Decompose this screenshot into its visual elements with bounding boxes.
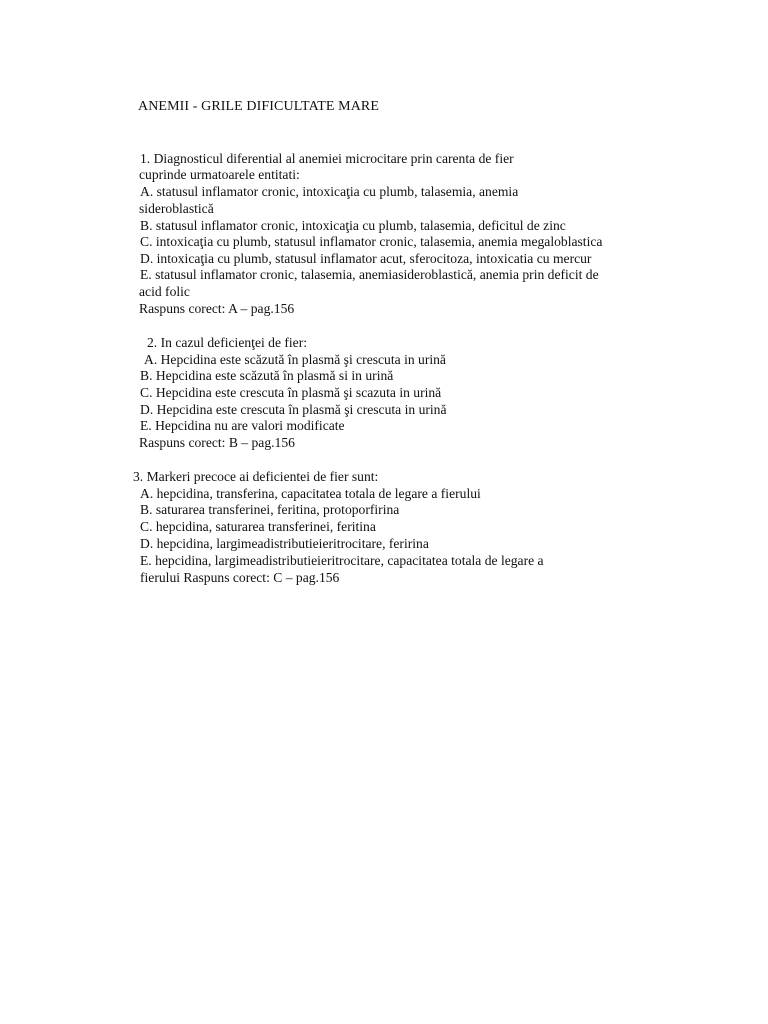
question-1-option-d: D. intoxicaţia cu plumb, statusul inflamator acut, sferocitoza, intoxicatia cu mercur: [140, 251, 592, 266]
question-1-option-c: C. intoxicaţia cu plumb, statusul inflamator cronic, talasemia, anemia megaloblastica: [140, 234, 603, 249]
question-3-answer: fierului Raspuns corect: C – pag.156: [140, 570, 340, 585]
question-2-option-e: E. Hepcidina nu are valori modificate: [140, 418, 345, 433]
question-1-stem-cont: cuprinde urmatoarele entitati:: [139, 167, 300, 182]
question-2-option-d: D. Hepcidina este crescuta în plasmă şi crescuta in urină: [140, 402, 447, 417]
question-1-option-a-cont: sideroblastică: [139, 201, 214, 216]
question-1-option-e: E. statusul inflamator cronic, talasemia, anemiasideroblastică, anemia prin deficit de: [140, 267, 599, 282]
question-3-option-d: D. hepcidina, largimeadistributieieritrocitare, feririna: [140, 536, 429, 551]
page-title: ANEMII - GRILE DIFICULTATE MARE: [138, 99, 379, 114]
question-2-option-a: A. Hepcidina este scăzută în plasmă şi crescuta in urină: [144, 352, 446, 367]
question-1-option-a: A. statusul inflamator cronic, intoxicaţia cu plumb, talasemia, anemia: [140, 184, 519, 199]
question-1-stem: 1. Diagnosticul diferential al anemiei microcitare prin carenta de fier: [140, 151, 514, 166]
question-3-option-a: A. hepcidina, transferina, capacitatea totala de legare a fierului: [140, 486, 481, 501]
question-3-stem: 3. Markeri precoce ai deficientei de fier sunt:: [133, 469, 379, 484]
question-1-answer: Raspuns corect: A – pag.156: [139, 301, 295, 316]
question-1-option-b: B. statusul inflamator cronic, intoxicaţia cu plumb, talasemia, deficitul de zinc: [140, 218, 566, 233]
question-2-option-c: C. Hepcidina este crescuta în plasmă şi scazuta in urină: [140, 385, 442, 400]
question-2-stem: 2. In cazul deficienţei de fier:: [147, 335, 308, 350]
question-3-option-b: B. saturarea transferinei, feritina, protoporfirina: [140, 502, 400, 517]
question-3-option-c: C. hepcidina, saturarea transferinei, feritina: [140, 519, 376, 534]
question-2-option-b: B. Hepcidina este scăzută în plasmă si in urină: [140, 368, 394, 383]
question-2-answer: Raspuns corect: B – pag.156: [139, 435, 295, 450]
question-3-option-e: E. hepcidina, largimeadistributieieritrocitare, capacitatea totala de legare a: [140, 553, 544, 568]
question-1-option-e-cont: acid folic: [139, 284, 190, 299]
